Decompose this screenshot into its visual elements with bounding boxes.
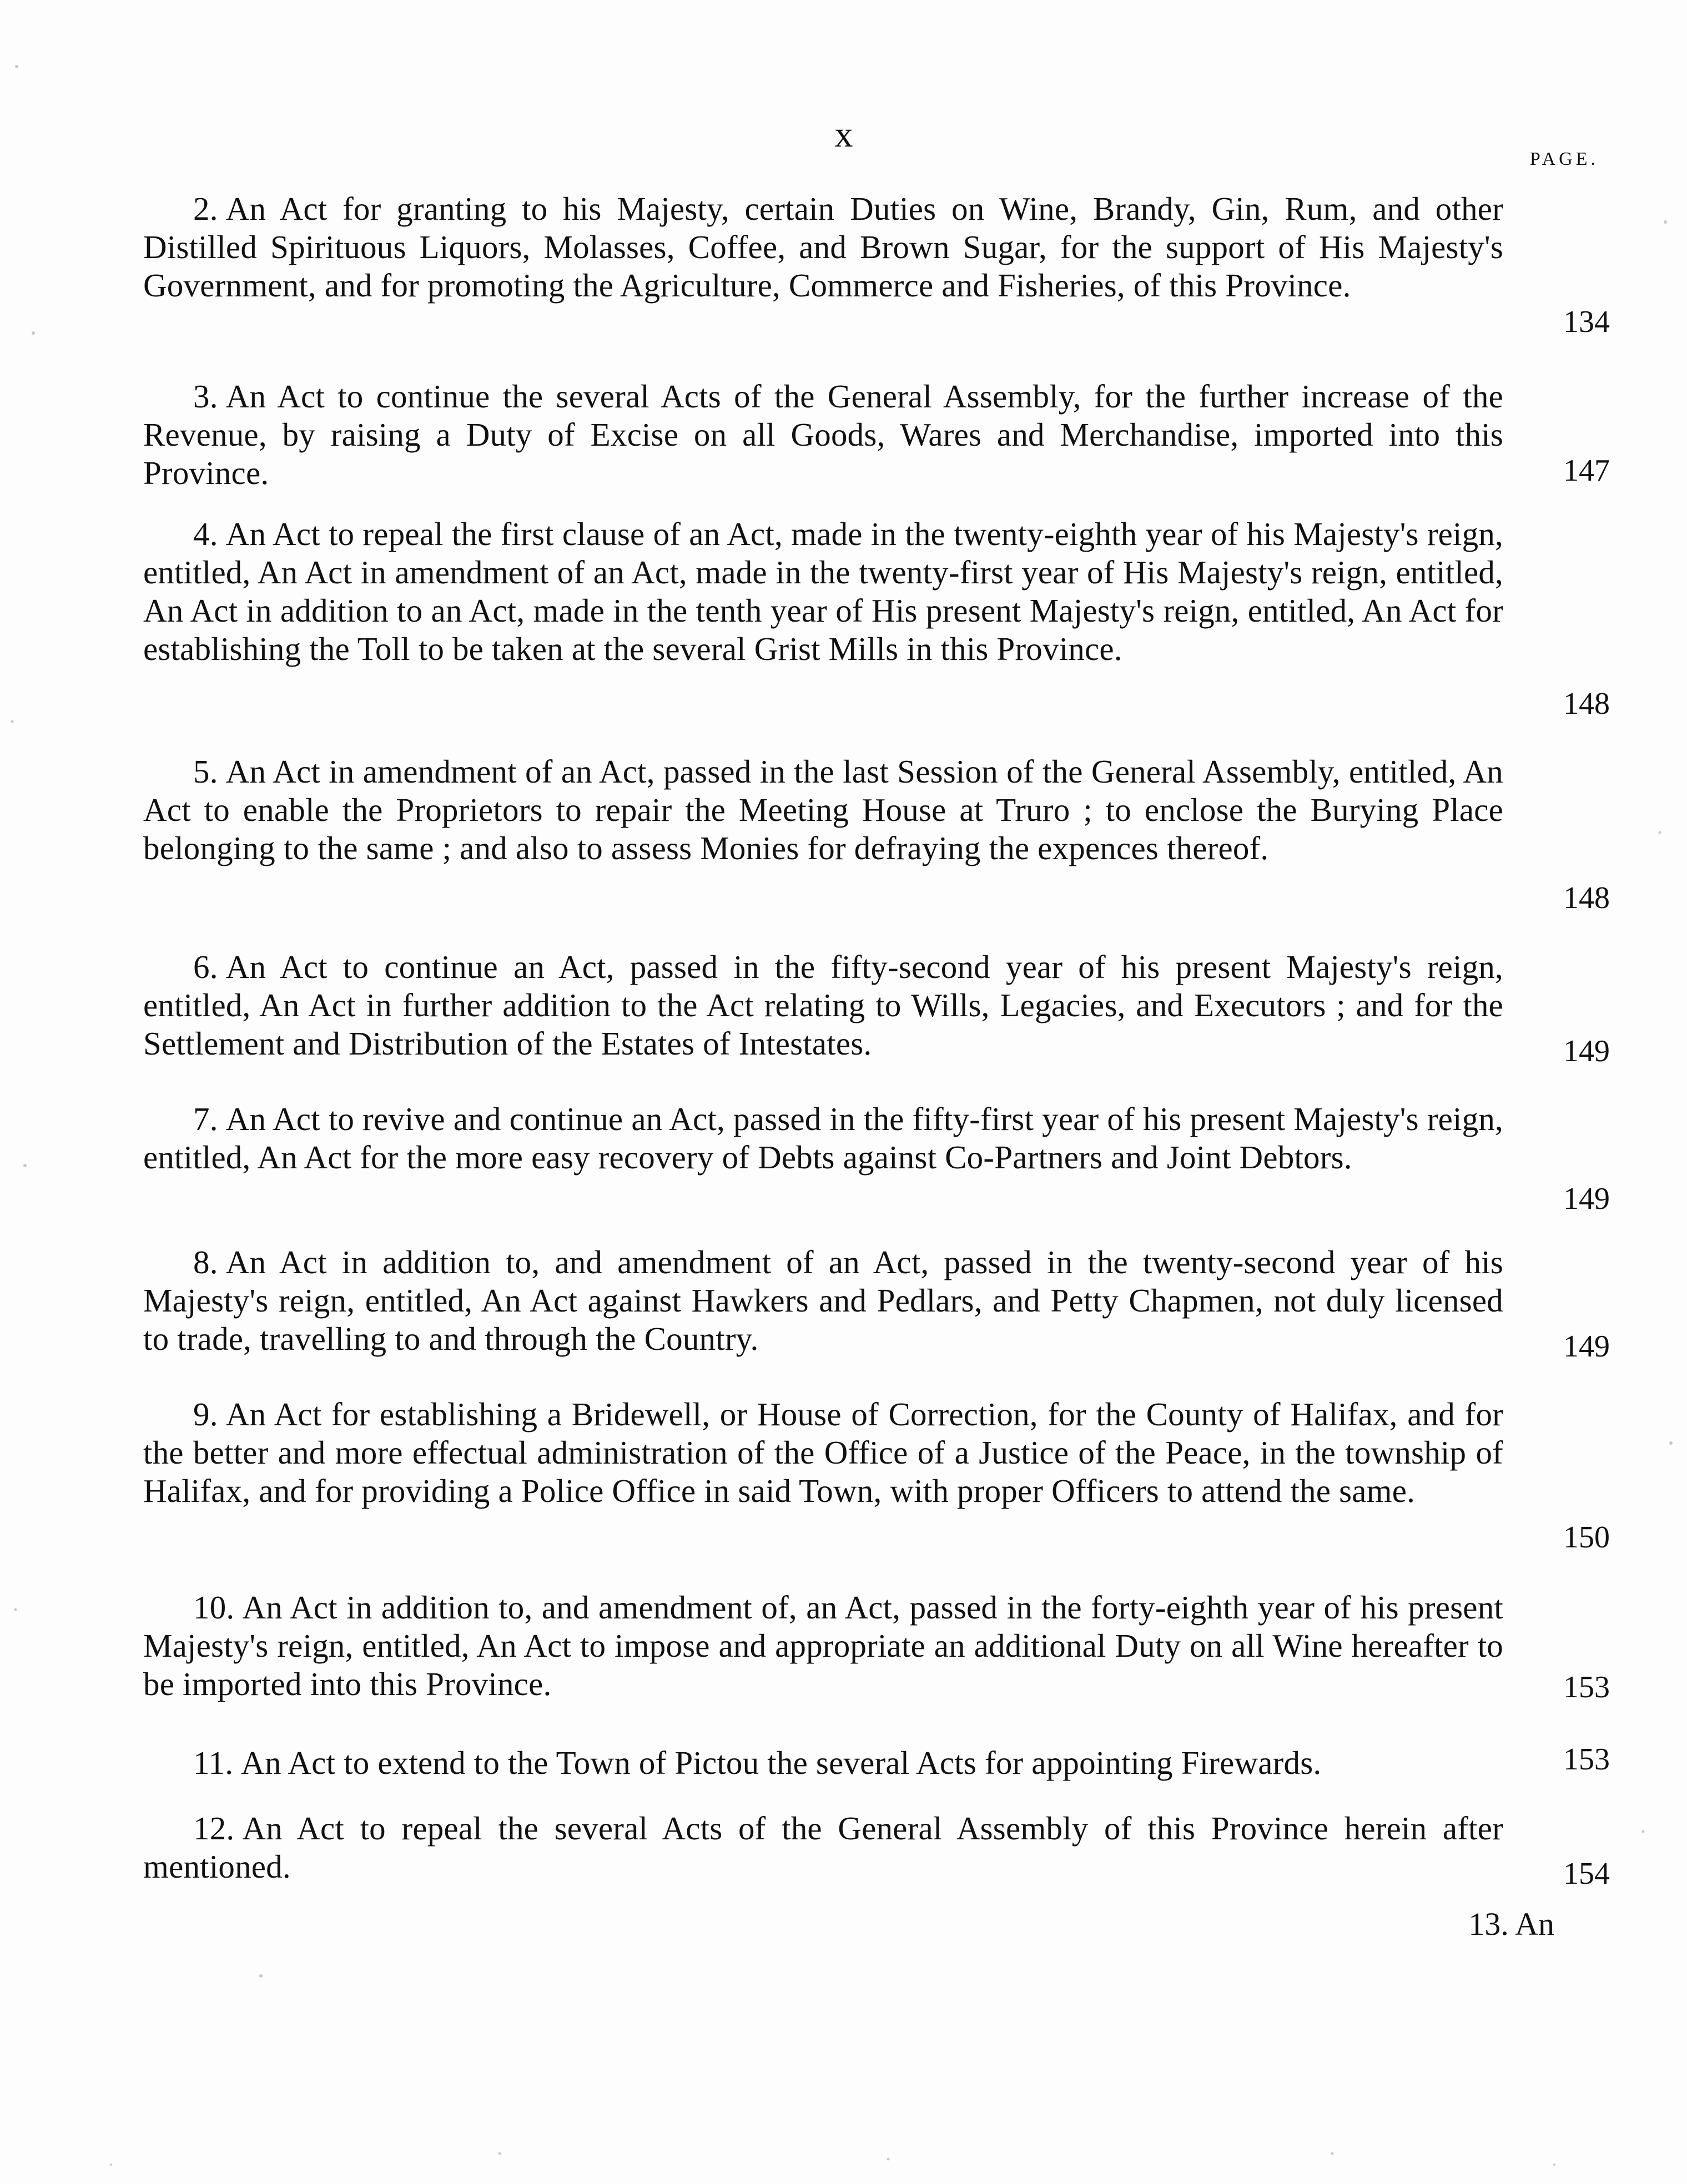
act-number: 8.	[193, 1244, 218, 1280]
page-reference: 148	[1563, 881, 1610, 915]
page-reference: 147	[1563, 453, 1610, 488]
page-folio: x	[834, 114, 853, 155]
act-title: An Act in addition to, and amendment of an Act, passed in the twenty-second year of his Majesty's reign, entitled, An Act against Hawkers and Pedlars, and Petty Chapmen, not duly licensed to trade, travelling to and through the Country.	[143, 1244, 1503, 1357]
page-reference: 148	[1563, 687, 1610, 721]
act-number: 2.	[193, 190, 218, 227]
act-title: An Act in addition to, and amendment of, an Act, passed in the forty-eighth year of his present Majesty's reign, entitled, An Act to impose and appropriate an additional Duty on all Wine hereafter to be imported into this Province.	[143, 1589, 1503, 1702]
page-reference: 149	[1563, 1034, 1610, 1068]
page-reference: 149	[1563, 1329, 1610, 1364]
act-number: 6.	[193, 949, 218, 985]
act-title: An Act for establishing a Bridewell, or House of Correction, for the County of Halifax, and for the better and more effectual administration of the Office of a Justice of the Peace, in the township of Halifax, and for providing a Police Office in said Town, with proper Officers to attend the same.	[143, 1396, 1503, 1509]
page-reference: 153	[1563, 1742, 1610, 1777]
act-title: An Act in amendment of an Act, passed in the last Session of the General Assembly, entitled, An Act to enable the Proprietors to repair the Meeting House at Truro ; to enclose the Burying Place belonging to the same ; and also to assess Monies for defraying the expences thereof.	[143, 753, 1503, 866]
act-title: An Act to revive and continue an Act, passed in the fifty-first year of his present Majesty's reign, entitled, An Act for the more easy recovery of Debts against Co-Partners and Joint Debtors.	[143, 1101, 1503, 1176]
act-number: 7.	[193, 1101, 218, 1137]
act-title: An Act to repeal the several Acts of the General Assembly of this Province herein after mentioned.	[143, 1810, 1503, 1885]
act-number: 5.	[193, 753, 218, 790]
act-number: 3.	[193, 378, 218, 415]
act-number: 12.	[193, 1810, 235, 1847]
page-reference: 134	[1563, 305, 1610, 339]
page-reference: 149	[1563, 1182, 1610, 1216]
act-title: An Act for granting to his Majesty, certain Duties on Wine, Brandy, Gin, Rum, and other Distilled Spirituous Liquors, Molasses, Coffee, and Brown Sugar, for the support of His Majesty's Government, and for promoting the Agriculture, Commerce and Fisheries, of this Province.	[143, 190, 1503, 304]
catchword: 13. An	[1468, 1906, 1554, 1942]
act-number: 4.	[193, 516, 218, 552]
act-number: 9.	[193, 1396, 218, 1433]
act-title: An Act to continue an Act, passed in the fifty-second year of his present Majesty's reign, entitled, An Act in further addition to the Act relating to Wills, Legacies, and Executors ; and for the Settlement and Distribution of the Estates of Intestates.	[143, 949, 1503, 1062]
page-reference: 153	[1563, 1670, 1610, 1704]
act-number: 11.	[193, 1744, 234, 1781]
act-title: An Act to continue the several Acts of the General Assembly, for the further increase of the Revenue, by raising a Duty of Excise on all Goods, Wares and Merchandise, imported into this Province.	[143, 378, 1503, 491]
act-number: 10.	[193, 1589, 235, 1626]
page-reference: 150	[1563, 1520, 1610, 1555]
act-title: An Act to repeal the first clause of an Act, made in the twenty-eighth year of his Majesty's reign, entitled, An Act in amendment of an Act, made in the twenty-first year of His Majesty's reign, entitled, An Act in addition to an Act, made in the tenth year of His present Majesty's reign, entitled, An Act for establishing the Toll to be taken at the several Grist Mills in this Province.	[143, 516, 1503, 667]
page-column-heading: PAGE.	[1529, 149, 1599, 169]
act-title: An Act to extend to the Town of Pictou the several Acts for appointing Firewards.	[241, 1744, 1322, 1781]
page-reference: 154	[1563, 1857, 1610, 1891]
